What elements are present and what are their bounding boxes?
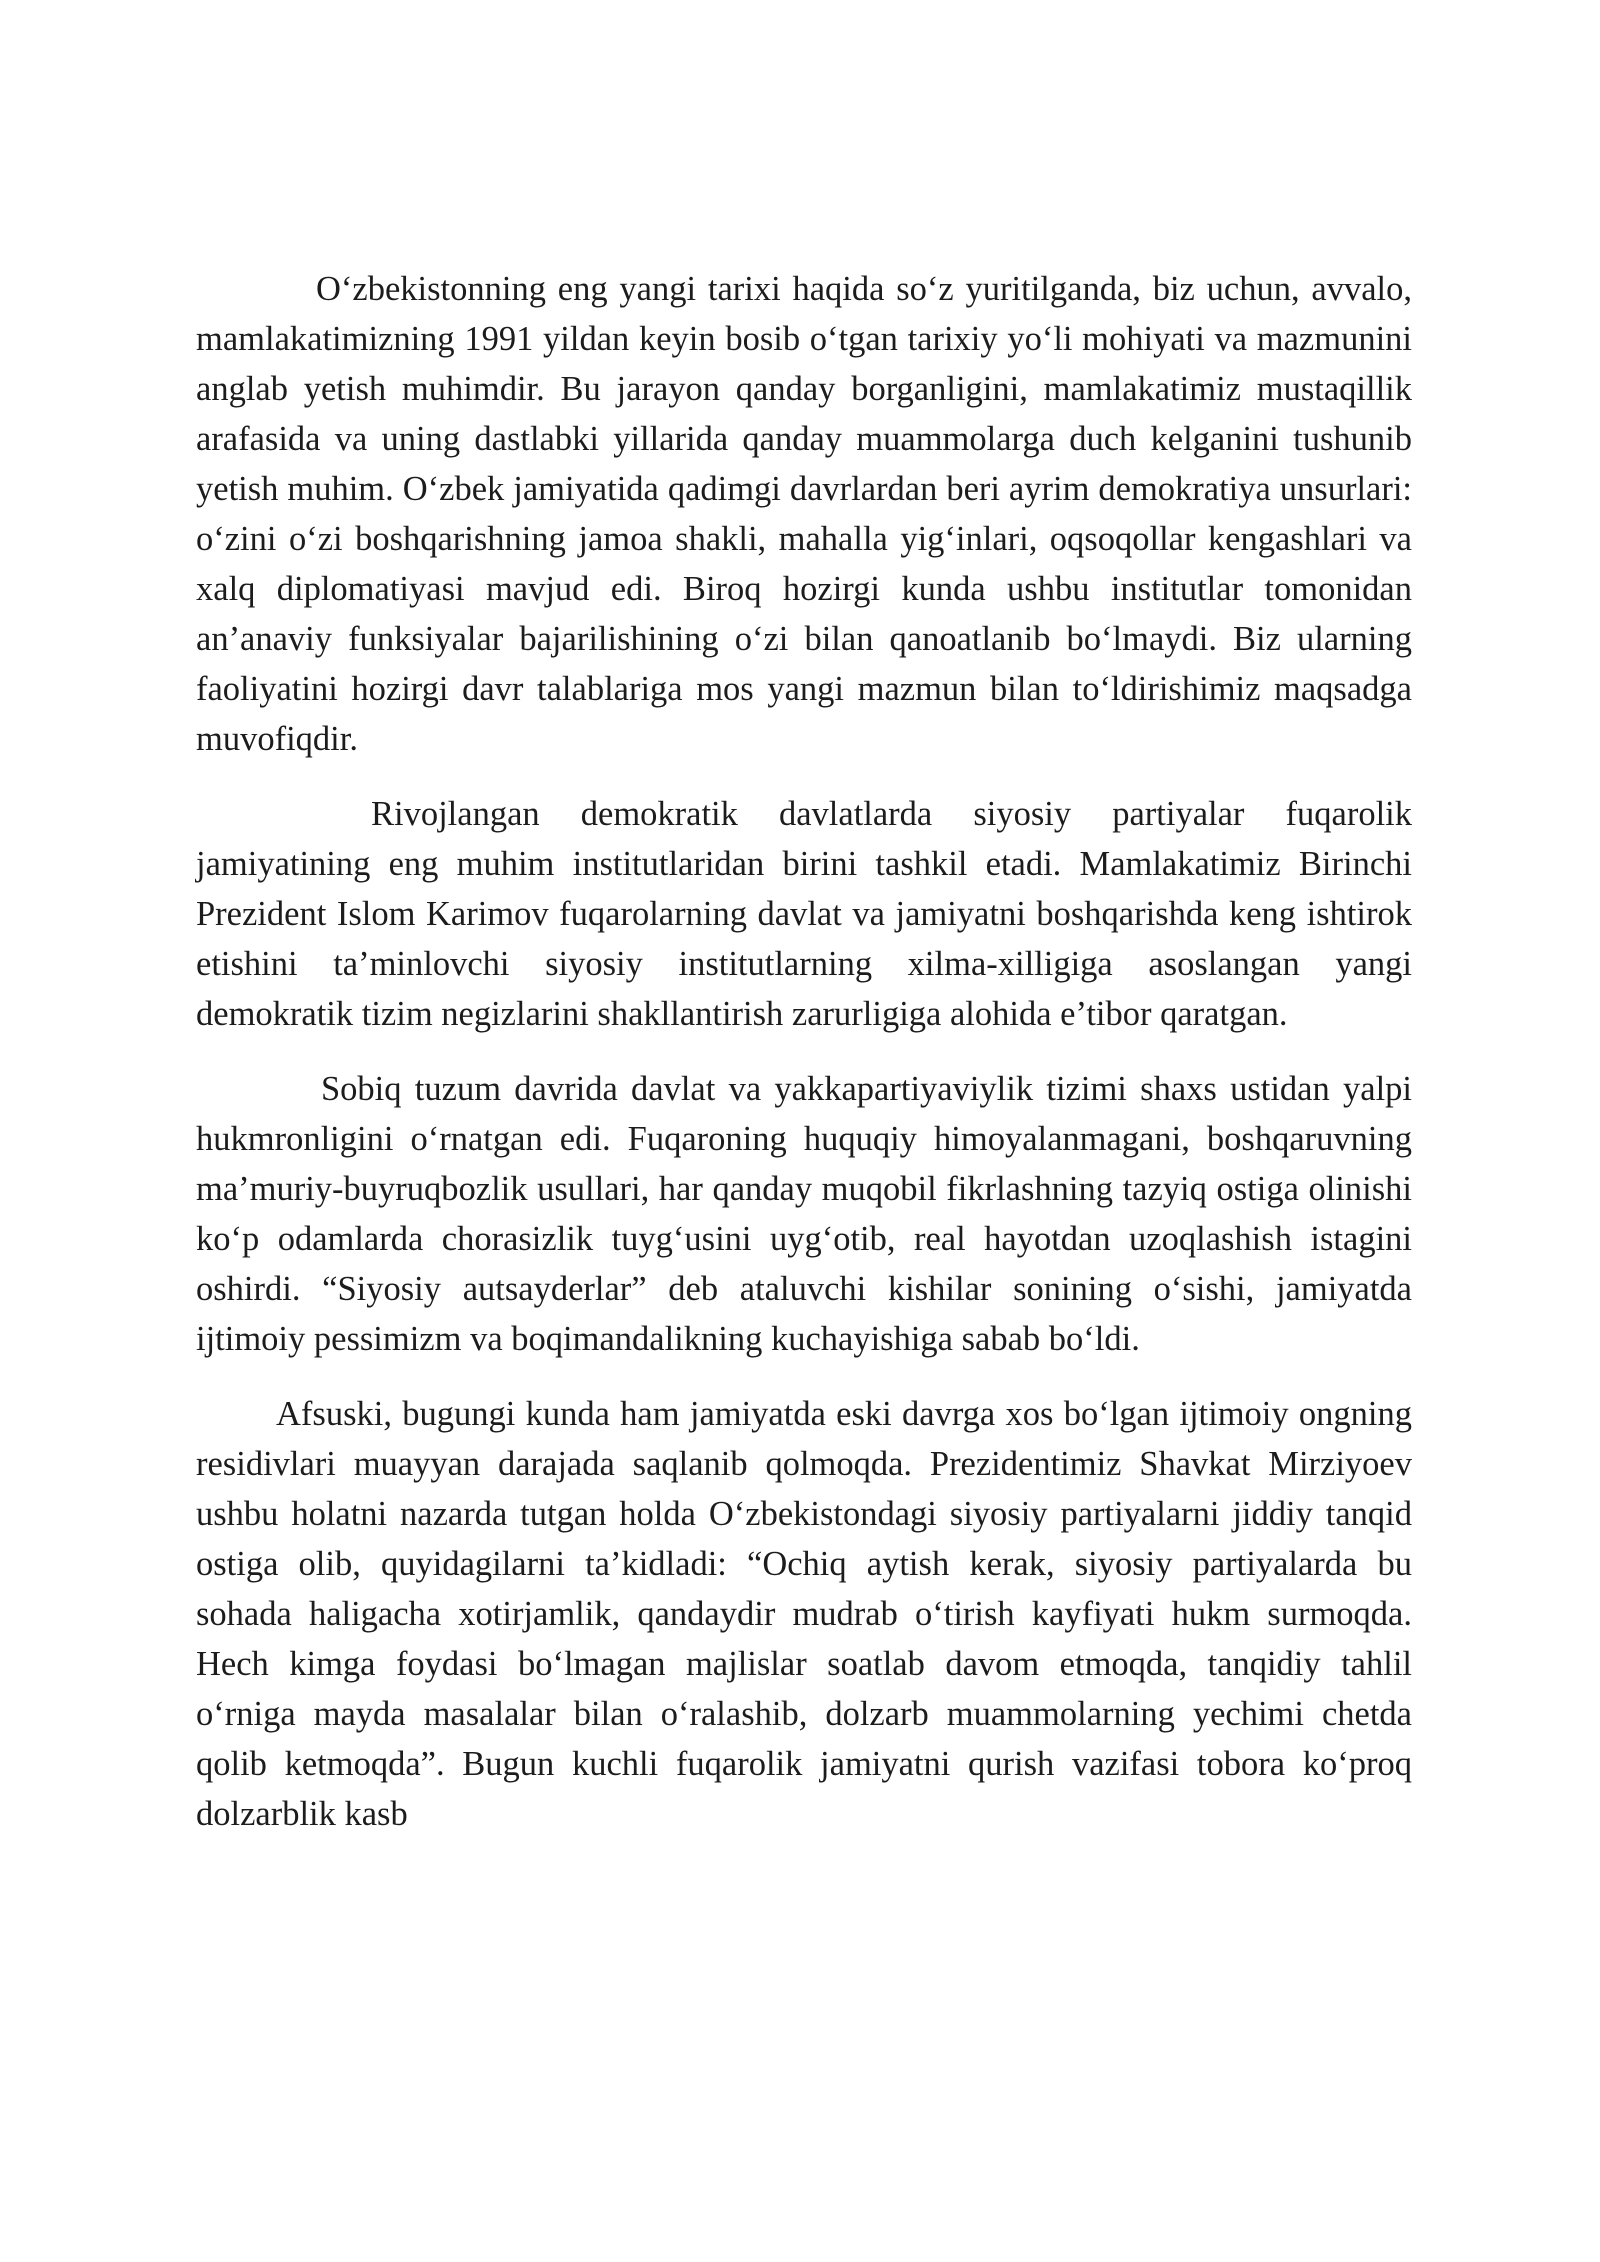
paragraph-3: Sobiq tuzum davrida davlat va yakkapartiyaviylik tizimi shaxs ustidan yalpi hukmronligini o‘rnatgan edi. Fuqaroning huquqiy himoyalanmagani, boshqaruvning ma’muriy-buyruqbozlik usullari, har qanday muqobil fikrlashning tazyiq ostiga olinishi ko‘p odamlarda chorasizlik tuyg‘usini uyg‘otib, real hayotdan uzoqlashish istagini oshirdi. “Siyosiy autsayderlar” deb ataluvchi kishilar sonining o‘sishi, jamiyatda ijtimoiy pessimizm va boqimandalikning kuchayishiga sabab bo‘ldi.	[196, 1070, 1412, 1358]
paragraph-1: O‘zbekistonning eng yangi tarixi haqida so‘z yuritilganda, biz uchun, avvalo, mamlakatimizning 1991 yildan keyin bosib o‘tgan tarixiy yo‘li mohiyati va mazmunini anglab yetish muhimdir. Bu jarayon qanday borganligini, mamlakatimiz mustaqillik arafasida va uning dastlabki yillarida qanday muammolarga duch kelganini tushunib yetish muhim. O‘zbek jamiyatida qadimgi davrlardan beri ayrim demokratiya unsurlari: o‘zini o‘zi boshqarishning jamoa shakli, mahalla yig‘inlari, oqsoqollar kengashlari va xalq diplomatiyasi mavjud edi. Biroq hozirgi kunda ushbu institutlar tomonidan an’anaviy funksiyalar bajarilishining o‘zi bilan qanoatlanib bo‘lmaydi. Biz ularning faoliyatini hozirgi davr talablariga mos yangi mazmun bilan to‘ldirishimiz maqsadga muvofiqdir.	[196, 270, 1412, 758]
paragraph-2: Rivojlangan demokratik davlatlarda siyosiy partiyalar fuqarolik jamiyatining eng muhim institutlaridan birini tashkil etadi. Mamlakatimiz Birinchi Prezident Islom Karimov fuqarolarning davlat va jamiyatni boshqarishda keng ishtirok etishini ta’minlovchi siyosiy institutlarning xilma-xilligiga asoslangan yangi demokratik tizim negizlarini shakllantirish zarurligiga alohida e’tibor qaratgan.	[196, 795, 1412, 1033]
paragraph-4: Afsuski, bugungi kunda ham jamiyatda eski davrga xos bo‘lgan ijtimoiy ongning residivlari muayyan darajada saqlanib qolmoqda. Prezidentimiz Shavkat Mirziyoev ushbu holatni nazarda tutgan holda O‘zbekistondagi siyosiy partiyalarni jiddiy tanqid ostiga olib, quyidagilarni ta’kidladi: “Ochiq aytish kerak, siyosiy partiyalarda bu sohada haligacha xotirjamlik, qandaydir mudrab o‘tirish kayfiyati hukm surmoqda. Hech kimga foydasi bo‘lmagan majlislar soatlab davom etmoqda, tanqidiy tahlil o‘rniga mayda masalalar bilan o‘ralashib, dolzarb muammolarning yechimi chetda qolib ketmoqda”. Bugun kuchli fuqarolik jamiyatni qurish vazifasi tobora ko‘proq dolzarblik kasb	[196, 1395, 1412, 1833]
body-text	[196, 264, 1412, 1864]
